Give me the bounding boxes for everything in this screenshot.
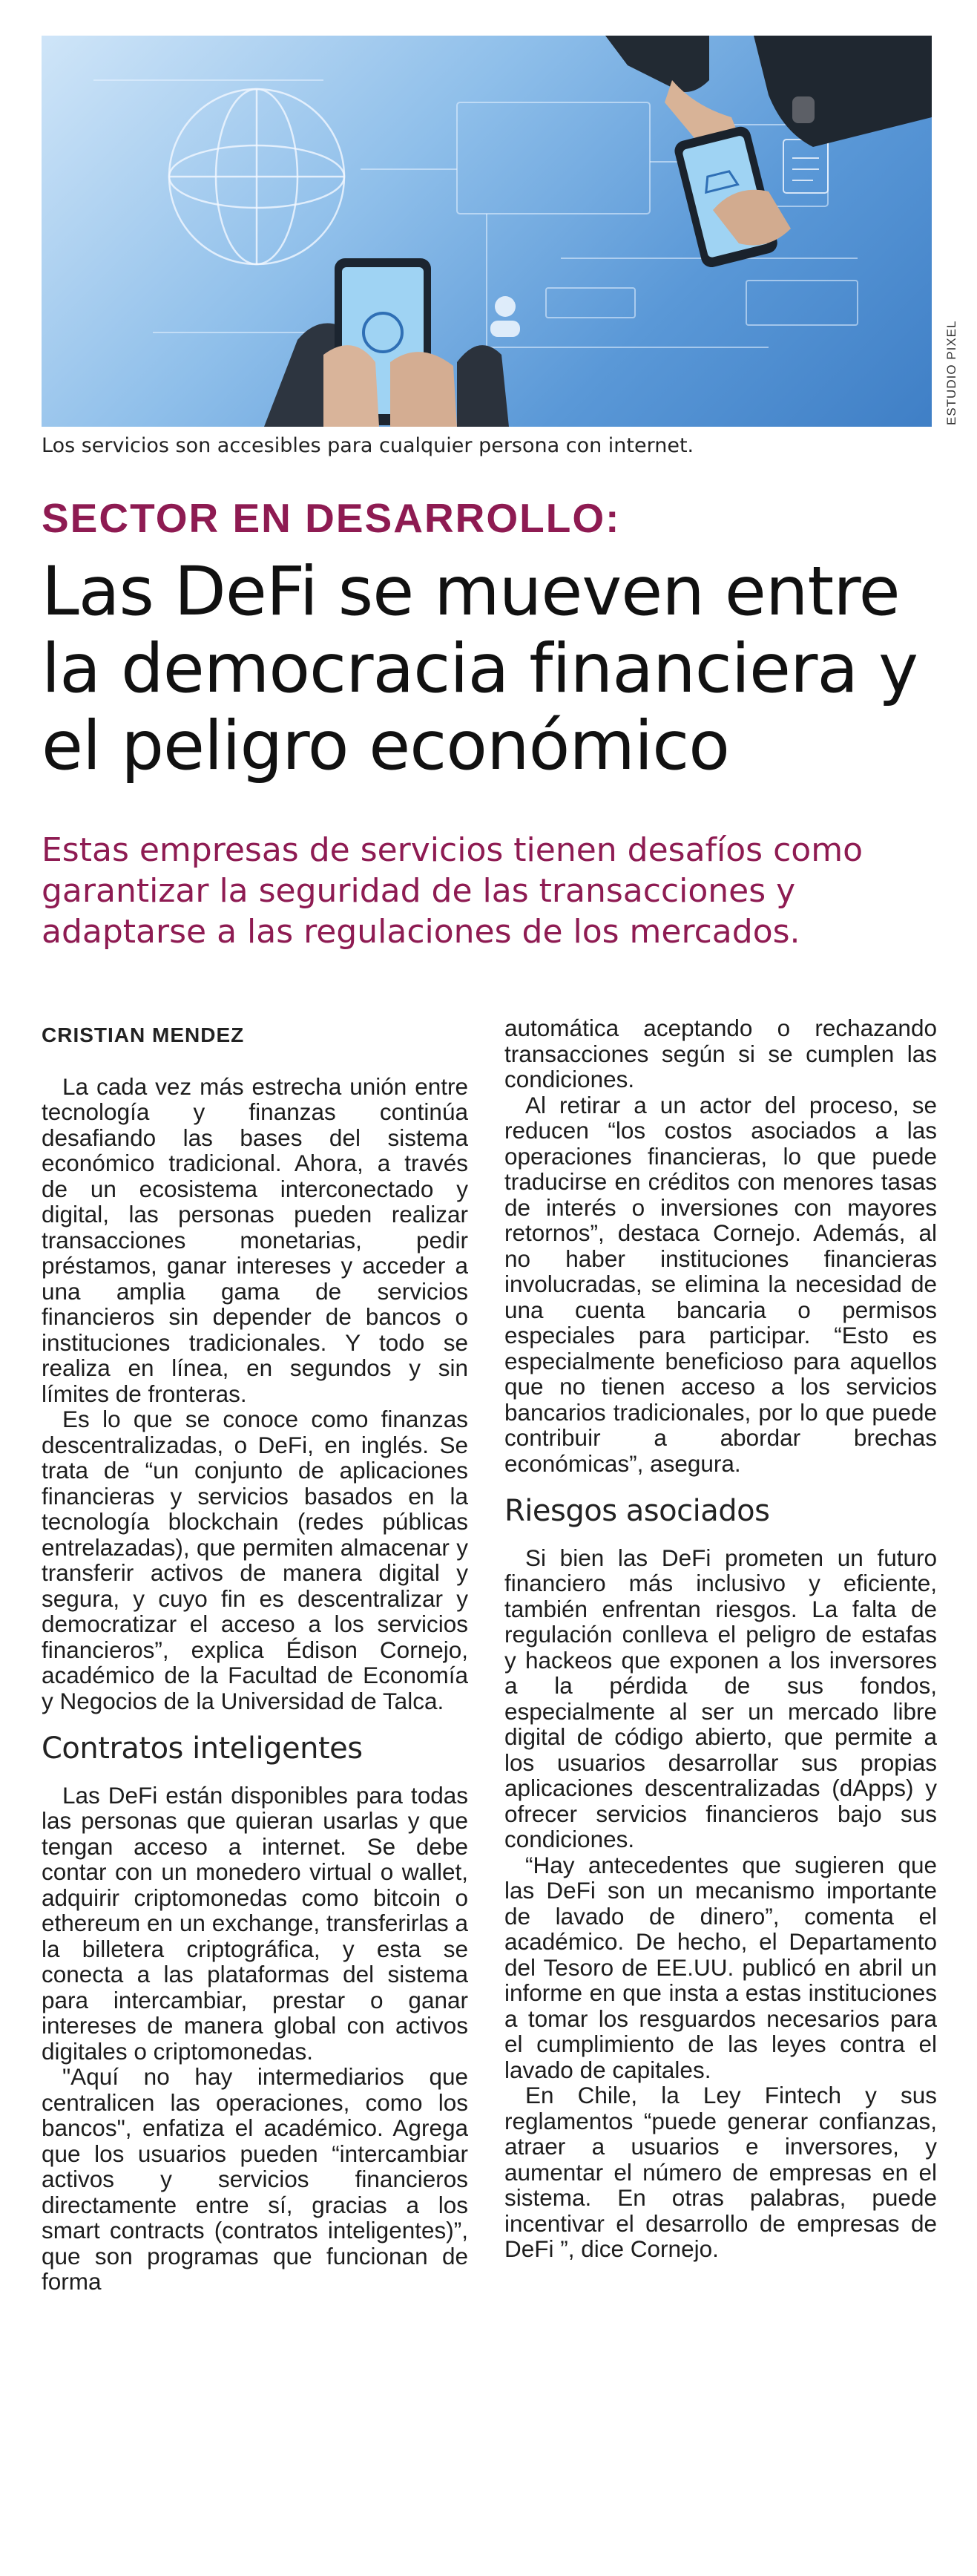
headline: Las DeFi se mueven entre la democracia financiera y el peligro económico xyxy=(42,553,918,785)
photo-credit xyxy=(942,316,961,427)
fintech-illustration xyxy=(42,36,932,427)
paragraph: Las DeFi están disponibles para todas las personas que quieran usarlas y que tengan acceso a internet. Se debe contar con un monedero virtual o wallet, adquirir criptomonedas como bitcoin o ethereum en un exchange, transferirlas a la billetera criptográfica, y esta se conecta a las plataformas del sistema para intercambiar, prestar o ganar intereses de manera global con activos digitales o criptomonedas. xyxy=(42,1781,468,2065)
paragraph: "Aquí no hay intermediarios que centralicen las operaciones, como los bancos", enfatiza el académico. Agrega que los usuarios pueden “intercambiar activos y servicios financieros directamente entre sí, gracias a los smart contracts (contratos inteligentes)”, que son programas que funcionan de forma xyxy=(42,2063,468,2295)
right-column xyxy=(504,1015,937,2262)
photo-caption: Los servicios son accesibles para cualquier persona con internet. xyxy=(42,434,694,457)
photo-credit-text: ESTUDIO PIXEL xyxy=(944,320,958,425)
document-icon xyxy=(783,140,828,193)
kicker: SECTOR EN DESARROLLO: xyxy=(42,495,621,541)
paragraph: Si bien las DeFi prometen un futuro financiero más inclusivo y eficiente, también enfrentan riesgos. La falta de regulación conlleva el peligro de estafas y hackeos que exponen a los inversores a la pérdida de sus fondos, especialmente al ser un mercado libre digital de código abierto, que permite a los usuarios desarrollar sus propias aplicaciones descentralizadas (dApps) y ofrecer servicios financieros bajo sus condiciones. xyxy=(504,1544,937,1852)
subheading: Contratos inteligentes xyxy=(42,1731,363,1766)
byline: CRISTIAN MENDEZ xyxy=(42,1023,245,1046)
sleeve-right xyxy=(457,345,509,427)
paragraph: En Chile, la Ley Fintech y sus reglamentos “puede generar confianzas, atraer a usuarios e inversores, y aumentar el número de empresas en el sistema. En otras palabras, puede incentivar el desarrollo de empresas de DeFi ”, dice Cornejo. xyxy=(504,2082,937,2262)
left-column xyxy=(42,1023,468,2295)
hero-photo xyxy=(42,36,932,427)
watch-icon xyxy=(792,96,815,123)
paragraph: La cada vez más estrecha unión entre tecnología y finanzas continúa desafiando las bases del sistema económico tradicional. Ahora, a través de un ecosistema interconectado y digital, las personas pueden realizar transacciones monetarias, pedir préstamos, ganar intereses y acceder a una amplia gama de servicios financieros sin depender de bancos o instituciones tradicionales. Y todo se realiza en línea, en segundos y sin límites de fronteras. xyxy=(42,1072,468,1407)
subheading: Riesgos asociados xyxy=(504,1494,770,1528)
user-icon xyxy=(490,296,520,337)
paragraph: “Hay antecedentes que sugieren que las DeFi son un mecanismo importante de lavado de dinero”, comenta el académico. De hecho, el Departamento del Tesoro de EE.UU. publicó en abril un informe en que insta a estas instituciones a tomar los resguardos necesarios para el cumplimiento de las leyes contra el lavado de capitales. xyxy=(504,1851,937,2083)
paragraph: Al retirar a un actor del proceso, se reducen “los costos asociados a las operaciones financieras, lo que puede traducirse en créditos con menores tasas de interés o inversiones con mayores retornos”, destaca Cornejo. Además, al no haber instituciones financieras involucradas, se elimina la necesidad de una cuenta bancaria o permisos especiales para participar. “Esto es especialmente beneficioso para aquellos que no tienen acceso a los servicios bancarios tradicionales, por lo que puede contribuir a abordar brechas económicas”, asegura. xyxy=(504,1091,937,1477)
paragraph: automática aceptando o rechazando transacciones según si se cumplen las condiciones. xyxy=(504,1015,937,1092)
deck: Estas empresas de servicios tienen desafíos como garantizar la seguridad de las transacciones y adaptarse a las regulaciones de los mercados. xyxy=(42,831,863,951)
sleeve-top xyxy=(605,36,709,92)
globe-icon xyxy=(169,89,344,264)
paragraph: Es lo que se conoce como finanzas descentralizadas, o DeFi, en inglés. Se trata de “un conjunto de aplicaciones financieras y servicios basados en la tecnología blockchain (redes públicas entrelazadas), que permiten almacenar y transferir activos de manera digital y segura, y cuyo fin es descentralizar y democratizar el acceso a los servicios financieros”, explica Édison Cornejo, académico de la Facultad de Economía y Negocios de la Universidad de Talca. xyxy=(42,1406,468,1714)
